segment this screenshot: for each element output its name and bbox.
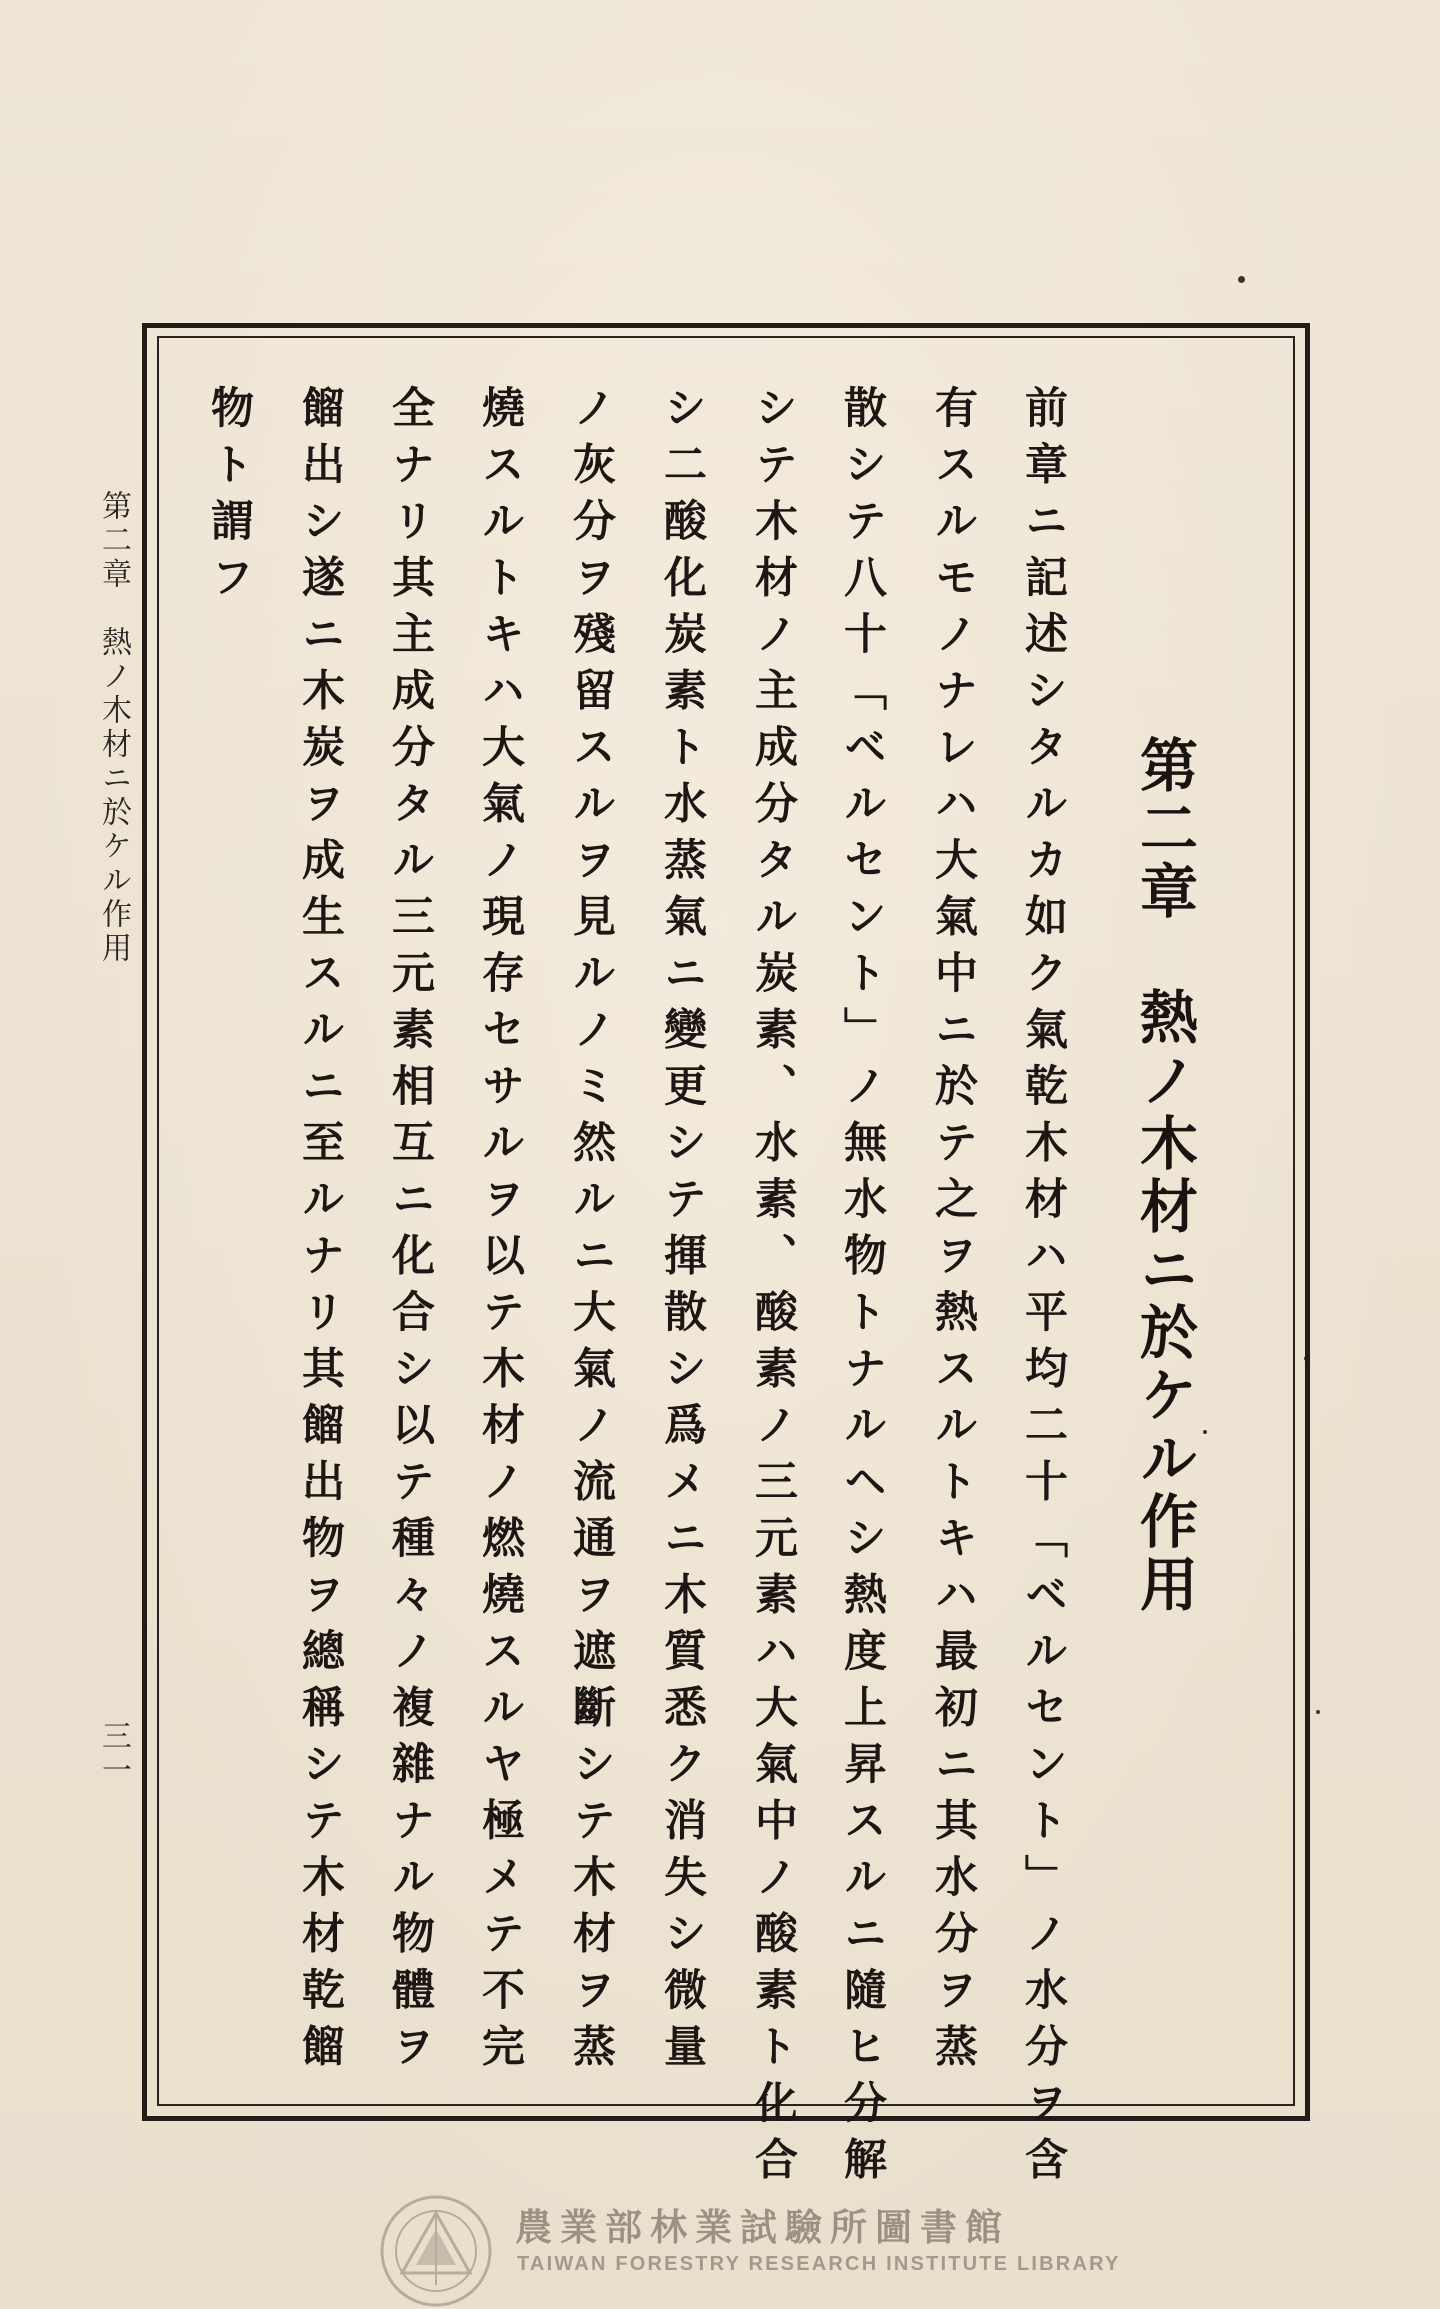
page-number: 三一 [96, 1720, 131, 1788]
body-column-2: 有スルモノナレハ大氣中ニ於テ之ヲ熱スルトキハ最初ニ其水分ヲ蒸 [928, 385, 978, 2080]
library-seal-icon [378, 2193, 494, 2309]
body-column-7: 燒スルトキハ大氣ノ現存セサルヲ以テ木材ノ燃燒スルヤ極メテ不完 [475, 385, 525, 2080]
body-column-9: 餾出シ遂ニ木炭ヲ成生スルニ至ルナリ其餾出物ヲ總稱シテ木材乾餾 [295, 385, 345, 2080]
body-column-8: 全ナリ其主成分タル三元素相互ニ化合シ以テ種々ノ複雜ナル物體ヲ [385, 385, 435, 2080]
watermark-name-en: TAIWAN FORESTRY RESEARCH INSTITUTE LIBRARY [517, 2253, 1121, 2275]
body-column-6: ノ灰分ヲ殘留スルヲ見ルノミ然ルニ大氣ノ流通ヲ遮斷シテ木材ヲ蒸 [566, 385, 616, 2080]
body-column-4: シテ木材ノ主成分タル炭素、水素、酸素ノ三元素ハ大氣中ノ酸素ト化合 [748, 385, 798, 2193]
ink-speck [1238, 276, 1245, 283]
chapter-title: 第二章 熱ノ木材ニ於ケル作用 [1130, 735, 1198, 1617]
ink-speck [1316, 1710, 1320, 1714]
watermark-name-zh: 農業部林業試驗所圖書館 [515, 2206, 1010, 2249]
body-column-5: シ二酸化炭素ト水蒸氣ニ變更シテ揮散シ爲メニ木質悉ク消失シ微量 [657, 385, 707, 2080]
body-column-3: 散シテ八十「ベルセント」ノ無水物トナルヘシ熱度上昇スルニ隨ヒ分解 [837, 385, 887, 2193]
body-column-1: 前章ニ記述シタルカ如ク氣乾木材ハ平均二十「ベルセント」ノ水分ヲ含 [1018, 385, 1068, 2193]
running-head: 第二章 熱ノ木材ニ於ケル作用 [96, 490, 131, 966]
body-column-10: 物ト謂フ [204, 385, 254, 611]
